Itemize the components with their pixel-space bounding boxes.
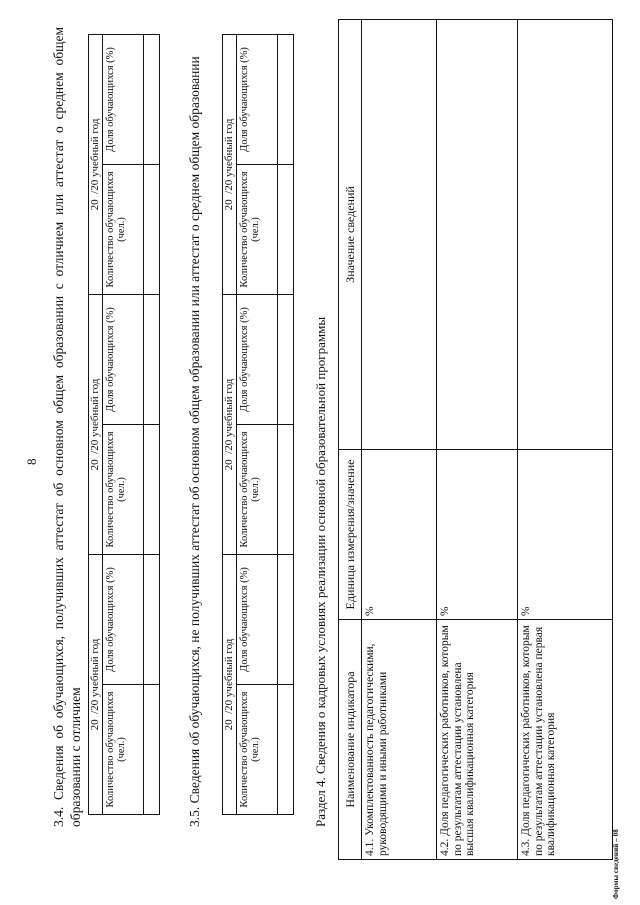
indicator-name: 4.1. Укомплектованность педагогическими, руководящими и иными работниками [362, 620, 437, 860]
header-row [103, 34, 144, 814]
empty-data-row [144, 34, 160, 814]
section-3-5-heading: 3.5. Сведения об обучающихся, не получивших аттестат об основном общем образовании или аттестат о среднем общем образовании [187, 56, 202, 827]
count-column-header: Количество обучающихся (чел.) [103, 424, 144, 554]
unit-cell: % [437, 450, 518, 620]
page-number: 8 [24, 458, 39, 465]
data-cell[interactable] [278, 294, 294, 424]
data-cell[interactable] [144, 554, 160, 684]
data-cell[interactable] [144, 424, 160, 554]
indicator-name: 4.3. Доля педагогических работников, которым по результатам аттестации установлена первая квалификационная категория [518, 620, 613, 860]
share-column-header: Доля обучающихся (%) [103, 554, 144, 684]
header-row [339, 20, 362, 860]
value-cell[interactable] [362, 20, 437, 450]
indicator-column-header: Наименование индикатора [339, 620, 362, 860]
staffing-table [338, 19, 613, 860]
count-column-header: Количество обучающихся (чел.) [237, 424, 278, 554]
school-year-cell: 20 /20 учебный год [223, 554, 237, 814]
data-cell[interactable] [144, 34, 160, 164]
share-column-header: Доля обучающихся (%) [237, 294, 278, 424]
share-column-header: Доля обучающихся (%) [237, 34, 278, 164]
unit-cell: % [518, 450, 613, 620]
section-3-4-table [88, 34, 160, 815]
count-column-header: Количество обучающихся (чел.) [237, 164, 278, 294]
school-year-cell: 20 /20 учебный год [89, 34, 103, 294]
share-column-header: Доля обучающихся (%) [237, 554, 278, 684]
value-cell[interactable] [518, 20, 613, 450]
count-column-header: Количество обучающихся (чел.) [237, 685, 278, 815]
table-row [437, 20, 518, 860]
count-column-header: Количество обучающихся (чел.) [103, 685, 144, 815]
data-cell[interactable] [144, 685, 160, 815]
page-footer: Формы сведений – 08 [612, 829, 620, 899]
table-row [362, 20, 437, 860]
section-3-4-heading: 3.4. Сведения об обучающихся, получивших аттестат об основном общем образовании с отличием или аттестат о среднем общем образовании с отличием [51, 27, 83, 827]
unit-column-header: Единица измерения/значение [339, 450, 362, 620]
data-cell[interactable] [144, 294, 160, 424]
section-4-heading: Раздел 4. Сведения о кадровых условиях реализации основной образовательной программы [313, 316, 328, 827]
table-row [518, 20, 613, 860]
data-cell[interactable] [278, 164, 294, 294]
school-year-cell: 20 /20 учебный год [223, 34, 237, 294]
value-cell[interactable] [437, 20, 518, 450]
year-row [89, 34, 103, 814]
year-row [223, 34, 237, 814]
school-year-cell: 20 /20 учебный год [89, 294, 103, 554]
school-year-cell: 20 /20 учебный год [89, 554, 103, 814]
data-cell[interactable] [278, 424, 294, 554]
data-cell[interactable] [278, 34, 294, 164]
share-column-header: Доля обучающихся (%) [103, 34, 144, 164]
section-3-5-table [222, 34, 294, 815]
data-cell[interactable] [278, 554, 294, 684]
value-column-header: Значение сведений [339, 20, 362, 450]
data-cell[interactable] [278, 685, 294, 815]
indicator-name: 4.2. Доля педагогических работников, которым по результатам аттестации установлена высшая квалификационная категория [437, 620, 518, 860]
school-year-cell: 20 /20 учебный год [223, 294, 237, 554]
header-row [237, 34, 278, 814]
count-column-header: Количество обучающихся (чел.) [103, 164, 144, 294]
unit-cell: % [362, 450, 437, 620]
share-column-header: Доля обучающихся (%) [103, 294, 144, 424]
empty-data-row [278, 34, 294, 814]
data-cell[interactable] [144, 164, 160, 294]
